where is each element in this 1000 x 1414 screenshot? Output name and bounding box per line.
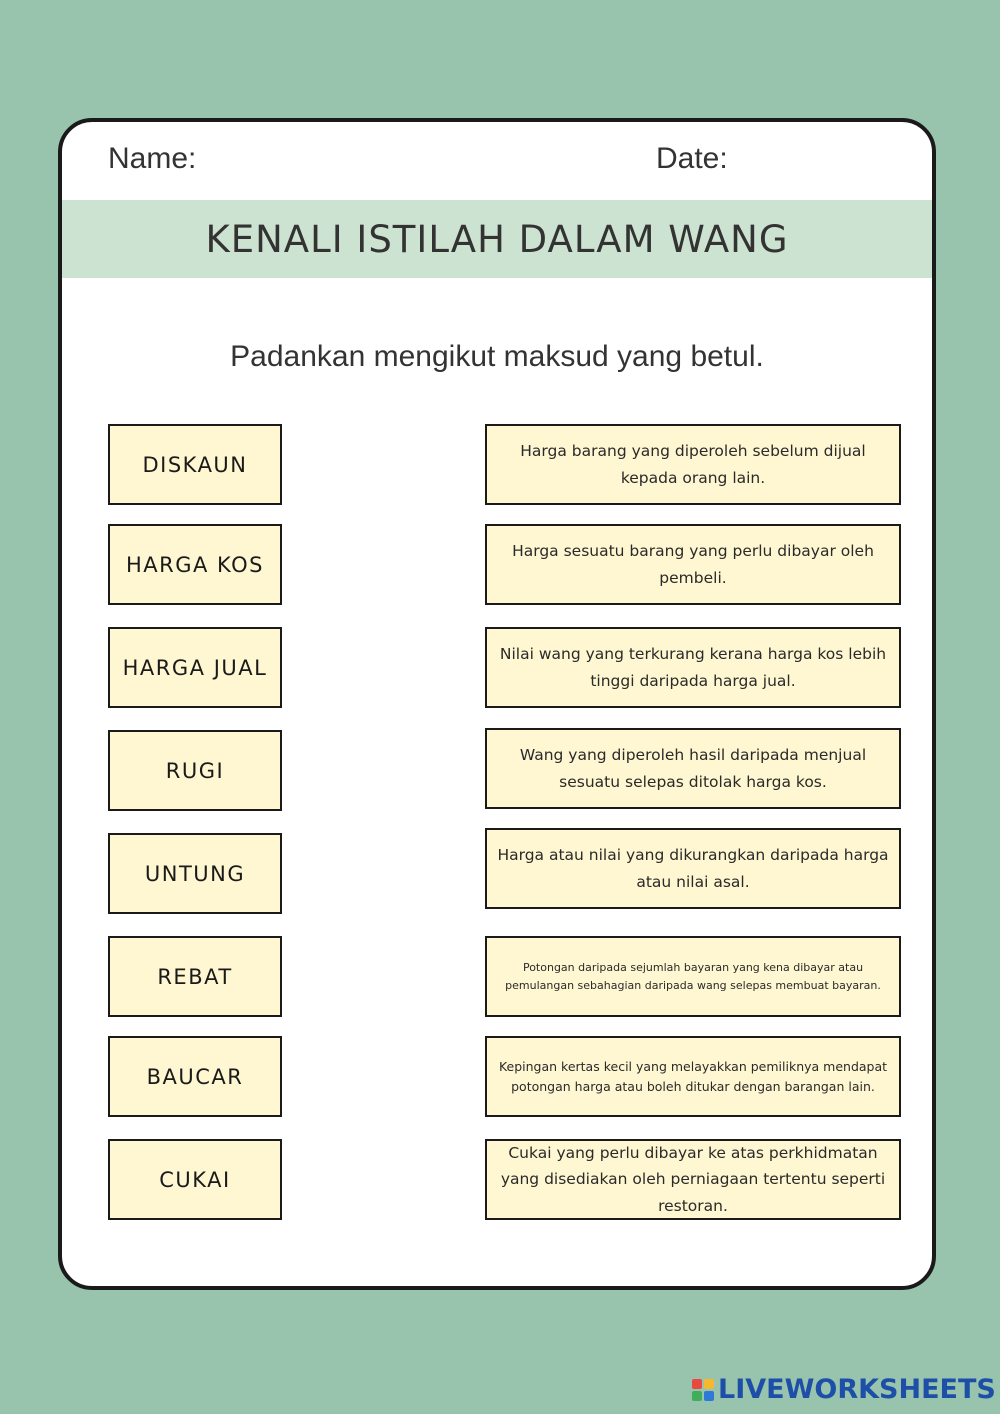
- term-box-harga-kos[interactable]: HARGA KOS: [108, 524, 282, 605]
- title-band: [62, 200, 932, 278]
- definition-box-8[interactable]: Cukai yang perlu dibayar ke atas perkhidmatan yang disediakan oleh perniagaan tertentu seperti restoran.: [485, 1139, 901, 1220]
- definition-box-6[interactable]: Potongan daripada sejumlah bayaran yang kena dibayar atau pemulangan sebahagian daripada wang selepas membuat bayaran.: [485, 936, 901, 1017]
- logo-squares-icon: [692, 1379, 714, 1401]
- term-box-cukai[interactable]: CUKAI: [108, 1139, 282, 1220]
- term-box-baucar[interactable]: BAUCAR: [108, 1036, 282, 1117]
- liveworksheets-logo[interactable]: [692, 1374, 996, 1405]
- definition-box-4[interactable]: Wang yang diperoleh hasil daripada menjual sesuatu selepas ditolak harga kos.: [485, 728, 901, 809]
- worksheet-title: KENALI ISTILAH DALAM WANG: [205, 217, 789, 261]
- definition-box-7[interactable]: Kepingan kertas kecil yang melayakkan pemiliknya mendapat potongan harga atau boleh ditukar dengan barangan lain.: [485, 1036, 901, 1117]
- term-box-diskaun[interactable]: DISKAUN: [108, 424, 282, 505]
- instruction-text: Padankan mengikut maksud yang betul.: [230, 340, 764, 373]
- term-box-harga-jual[interactable]: HARGA JUAL: [108, 627, 282, 708]
- term-box-rebat[interactable]: REBAT: [108, 936, 282, 1017]
- term-box-rugi[interactable]: RUGI: [108, 730, 282, 811]
- definition-box-5[interactable]: Harga atau nilai yang dikurangkan daripada harga atau nilai asal.: [485, 828, 901, 909]
- definition-box-1[interactable]: Harga barang yang diperoleh sebelum dijual kepada orang lain.: [485, 424, 901, 505]
- name-label: Name:: [108, 142, 197, 175]
- definition-box-3[interactable]: Nilai wang yang terkurang kerana harga kos lebih tinggi daripada harga jual.: [485, 627, 901, 708]
- logo-text: LIVEWORKSHEETS: [718, 1374, 996, 1405]
- date-label: Date:: [656, 142, 728, 175]
- term-box-untung[interactable]: UNTUNG: [108, 833, 282, 914]
- definition-box-2[interactable]: Harga sesuatu barang yang perlu dibayar oleh pembeli.: [485, 524, 901, 605]
- worksheet-card: [58, 118, 936, 1290]
